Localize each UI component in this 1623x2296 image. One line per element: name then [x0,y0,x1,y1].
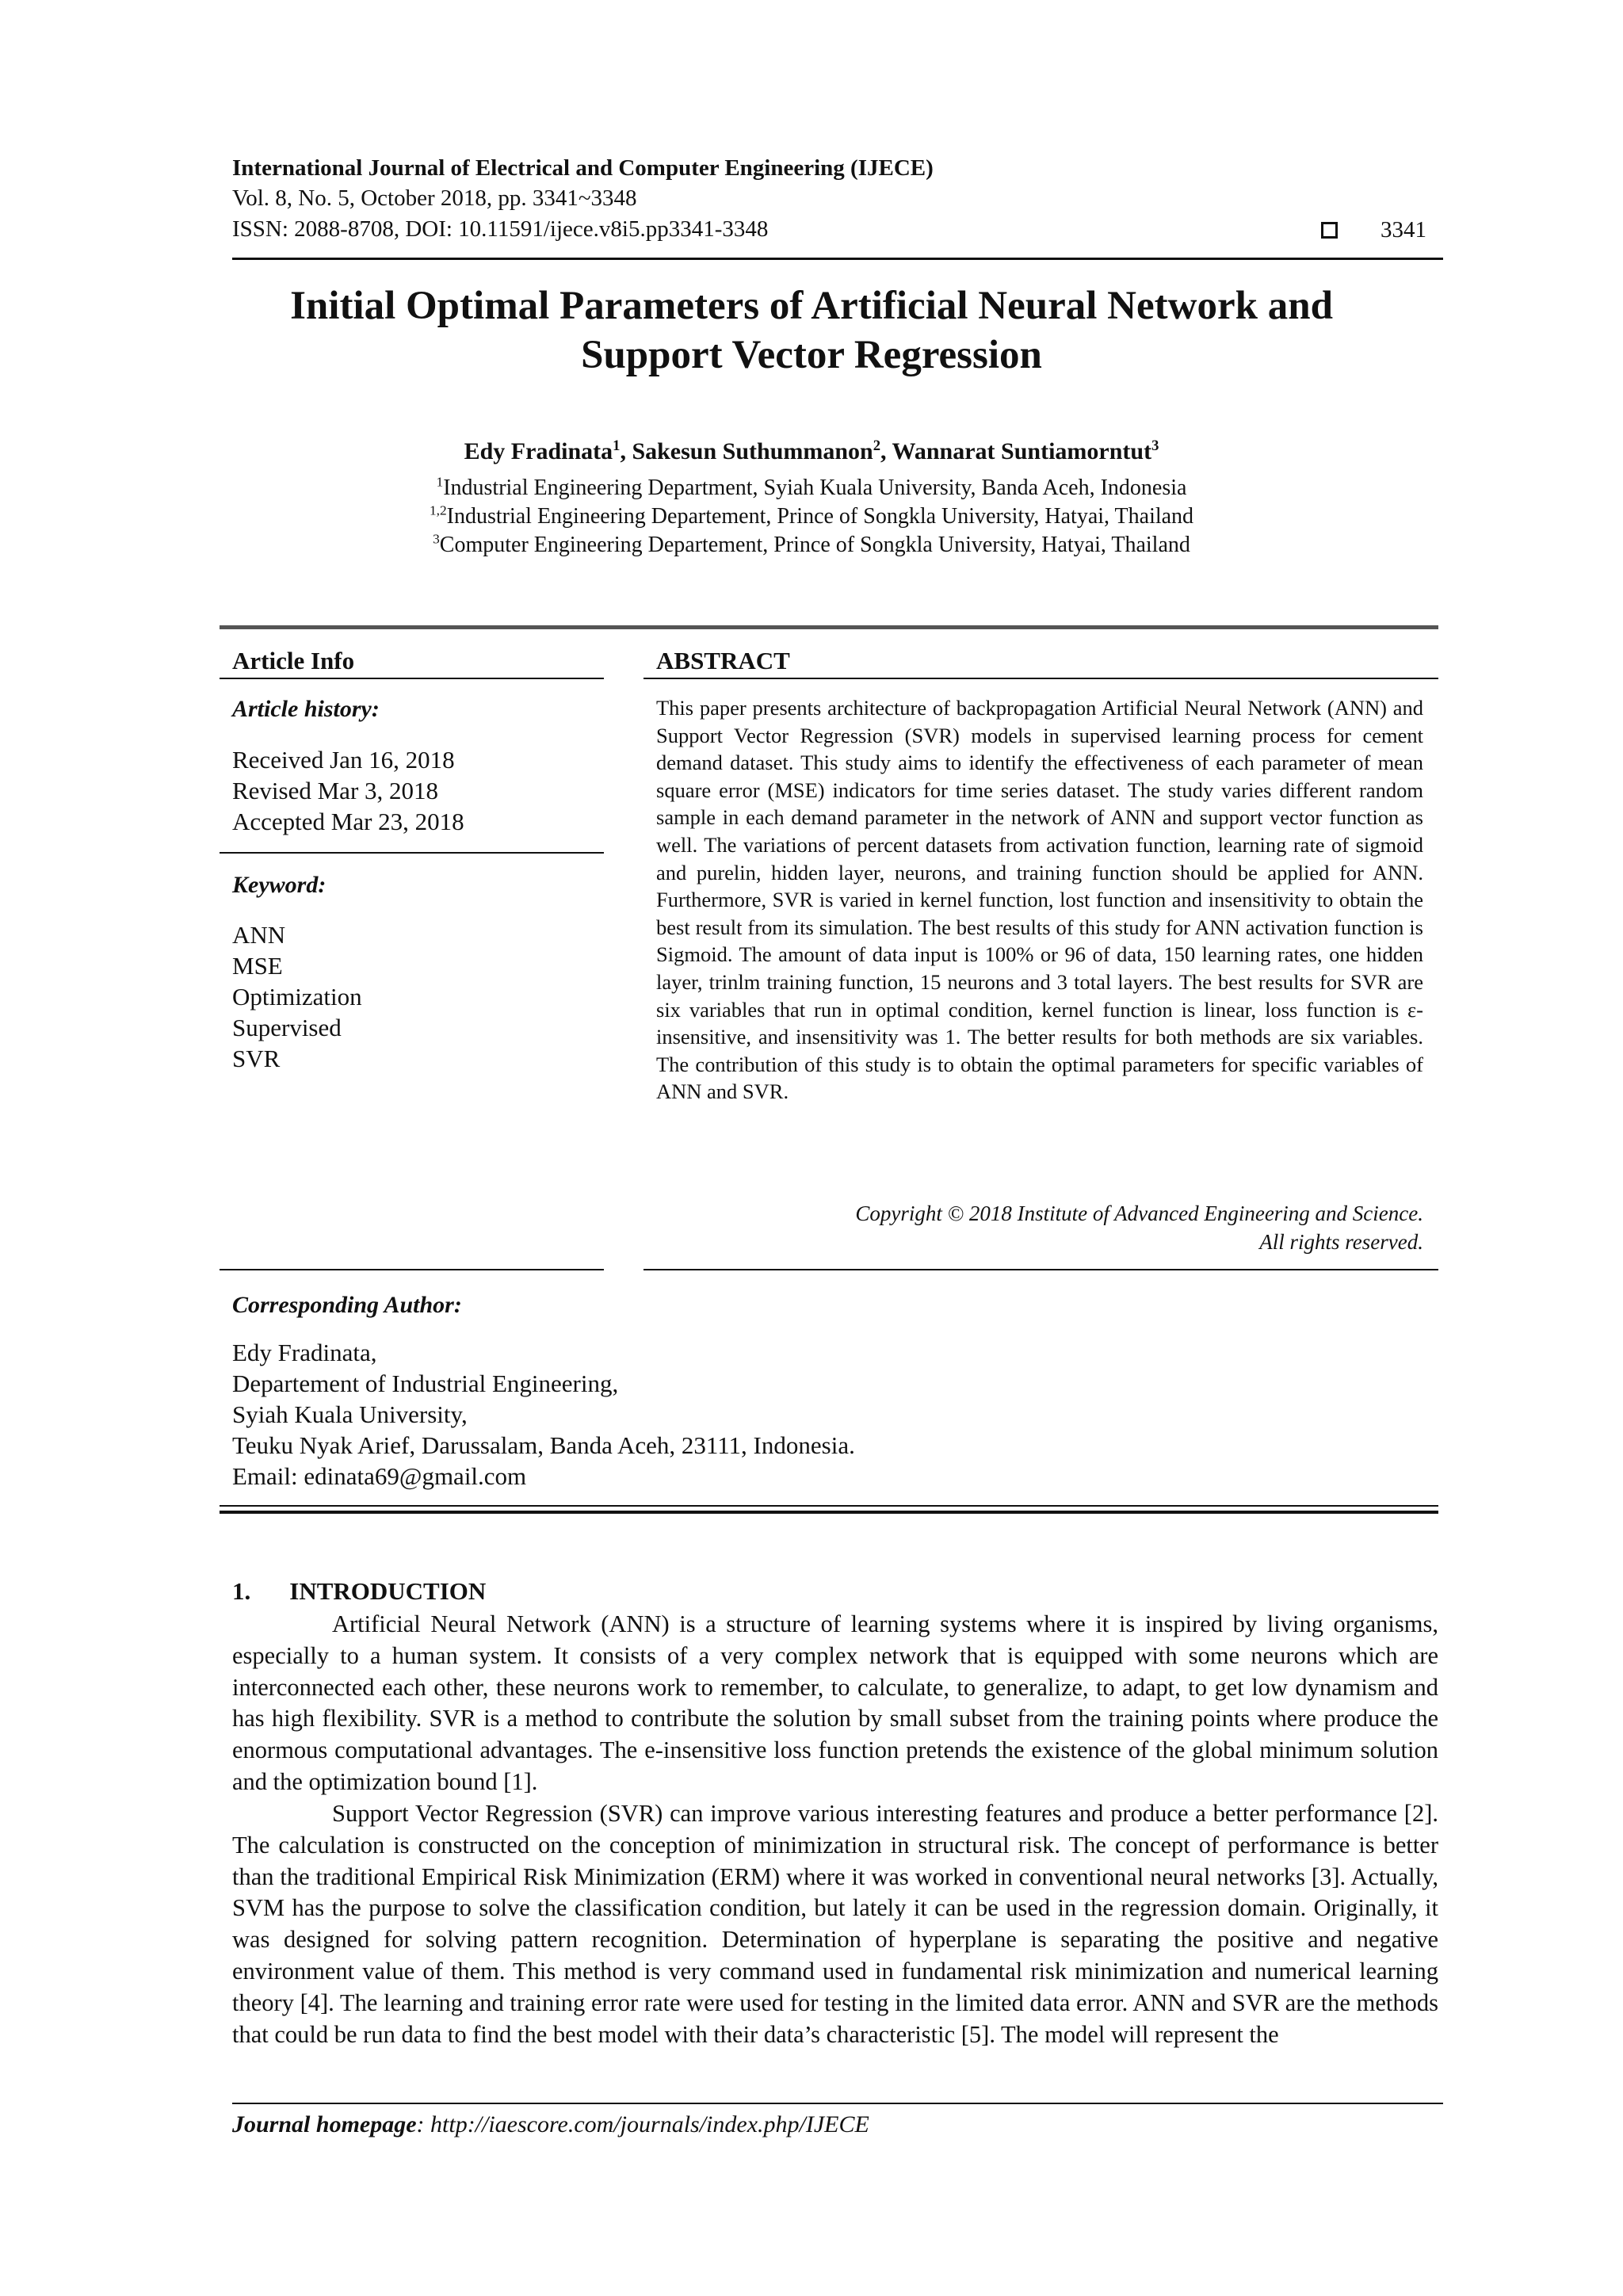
author-email: Email: edinata69@gmail.com [232,1462,527,1490]
paper-title [158,281,1465,380]
keyword-item: Supervised [232,1014,342,1041]
info-box-bottom-rule-1 [220,1505,1438,1507]
checkbox-square-icon [1321,222,1338,239]
abstract-bottom-rule [643,1269,1438,1270]
header-rule [232,258,1443,260]
author-separator: , [880,438,892,464]
author-list [158,438,1465,465]
author-name: Edy Fradinata [464,438,613,464]
article-info-heading: Article Info [232,647,355,674]
rights-line: All rights reserved. [1259,1230,1423,1254]
info-column-bottom-rule [220,1269,604,1270]
author-name: Wannarat Suntiamorntut [892,438,1152,464]
affiliation [158,533,1465,558]
journal-homepage [232,2111,869,2138]
volume-line: Vol. 8, No. 5, October 2018, pp. 3341~3348 [232,185,637,211]
affiliation-text: Computer Engineering Departement, Prince of Songkla University, Hatyai, Thailand [439,533,1190,557]
section-number: 1. [232,1577,251,1605]
author-affiliation-mark: 3 [1151,437,1159,454]
keyword-item: SVR [232,1045,281,1072]
intro-paragraph-2: Support Vector Regression (SVR) can improve various interesting features and produce a better performance [2]. The calculation is constructed on the conception of minimization in structural risk. The concept of performance is better than the traditional Empirical Risk Minimization (ERM) where it was worked in conventional neural networks [3]. Actually, SVM has the purpose to solve the classification condition, but lately it can be used in the regression domain. Originally, it was designed for solving pattern recognition. Determination of hyperplane is separating the positive and negative environment value of them. This method is very command used in fundamental risk minimization and numerical learning theory [4]. The learning and training error rate were used for testing in the limited data error. ANN and SVR are the methods that could be run data to find the best model with their data’s characteristic [5]. The model will represent the [232,1800,1438,2048]
corresponding-author-block [232,1337,855,1492]
title-line-1: Initial Optimal Parameters of Artificial Neural Network and [290,284,1333,328]
affiliation [158,504,1465,529]
footer-rule [232,2103,1443,2104]
info-box-bottom-rule-2 [220,1511,1438,1514]
section-heading [232,1577,486,1606]
affiliation-mark: 1,2 [429,502,447,518]
author-name: Edy Fradinata, [232,1339,377,1366]
copyright-line: Copyright © 2018 Institute of Advanced Engineering and Science. [855,1201,1423,1225]
abstract-body: This paper presents architecture of backpropagation Artificial Neural Network (ANN) and Support Vector Regression (SVR) models in supervised learning process for cement demand dataset. This study aims to identify the effectiveness of each parameter of mean square error (MSE) indicators for time series dataset. The study varies different random sample in each demand parameter in the network of ANN and support vector function as well. The variations of percent datasets from activation function, learning rate of sigmoid and purelin, hidden layer, neurons, and training function should be applied for ANN. Furthermore, SVR is varied in kernel function, lost function and insensitivity to obtain the best result from its simulation. The best results of this study for ANN activation function is Sigmoid. The amount of data input is 100% or 96 of data, 150 learning rates, one hidden layer, trinlm training function, 15 neurons and 3 total layers. The best results for SVR are six variables that run in optimal condition, kernel function is linear, loss function is ε-insensitive, and insensitivity was 1. The better results for both methods are six variables. The contribution of this study is to obtain the optimal parameters for specific variables of ANN and SVR. [656,696,1423,1104]
affiliation [158,476,1465,501]
intro-paragraph-1: Artificial Neural Network (ANN) is a structure of learning systems where it is inspired by living organisms, especially to a human system. It consists of a very complex network that is equipped with some neurons which are interconnected each other, these neurons work to remember, to calculate, to generalize, to adapt, to get low dynamism and has high flexibility. SVR is a method to contribute the solution by small subset from the training points where produce the enormous computational advantages. The e-insensitive loss function pretends the existence of the global minimum solution and the optimization bound [1]. [232,1610,1438,1795]
keyword-heading: Keyword: [232,872,327,898]
article-history-heading: Article history: [232,696,380,722]
page-number: 3341 [1381,217,1426,243]
keyword-item: MSE [232,952,283,980]
journal-name: International Journal of Electrical and Computer Engineering (IJECE) [232,155,934,181]
affiliation-mark: 3 [433,531,440,547]
accepted-date: Accepted Mar 23, 2018 [232,808,464,835]
info-box-top-rule [220,625,1438,629]
homepage-label: Journal homepage [232,2111,417,2137]
affiliation-text: Industrial Engineering Department, Syiah Kuala University, Banda Aceh, Indonesia [443,476,1187,500]
homepage-url[interactable]: : http://iaescore.com/journals/index.php/IJECE [416,2111,869,2137]
author-affiliation-mark: 1 [613,437,621,454]
history-rule [220,852,604,854]
author-separator: , [620,438,632,464]
section-title: INTRODUCTION [289,1577,487,1605]
abstract-rule [643,678,1438,679]
author-affiliation-mark: 2 [873,437,881,454]
author-name: Sakesun Suthummanon [632,438,873,464]
affiliation-text: Industrial Engineering Departement, Prince of Songkla University, Hatyai, Thailand [446,504,1194,529]
keyword-item: Optimization [232,983,362,1010]
author-department: Departement of Industrial Engineering, [232,1370,619,1397]
author-university: Syiah Kuala University, [232,1400,468,1428]
issn-doi-line: ISSN: 2088-8708, DOI: 10.11591/ijece.v8i5.pp3341-3348 [232,216,769,242]
keyword-item: ANN [232,921,286,949]
affiliation-mark: 1 [436,474,444,490]
article-info-rule [220,678,604,679]
abstract-heading: ABSTRACT [656,647,790,674]
keyword-list [232,919,362,1074]
author-address: Teuku Nyak Arief, Darussalam, Banda Aceh, 23111, Indonesia. [232,1431,855,1459]
corresponding-author-heading: Corresponding Author: [232,1292,462,1318]
received-date: Received Jan 16, 2018 [232,746,455,774]
revised-date: Revised Mar 3, 2018 [232,777,439,804]
title-line-2: Support Vector Regression [581,333,1042,378]
